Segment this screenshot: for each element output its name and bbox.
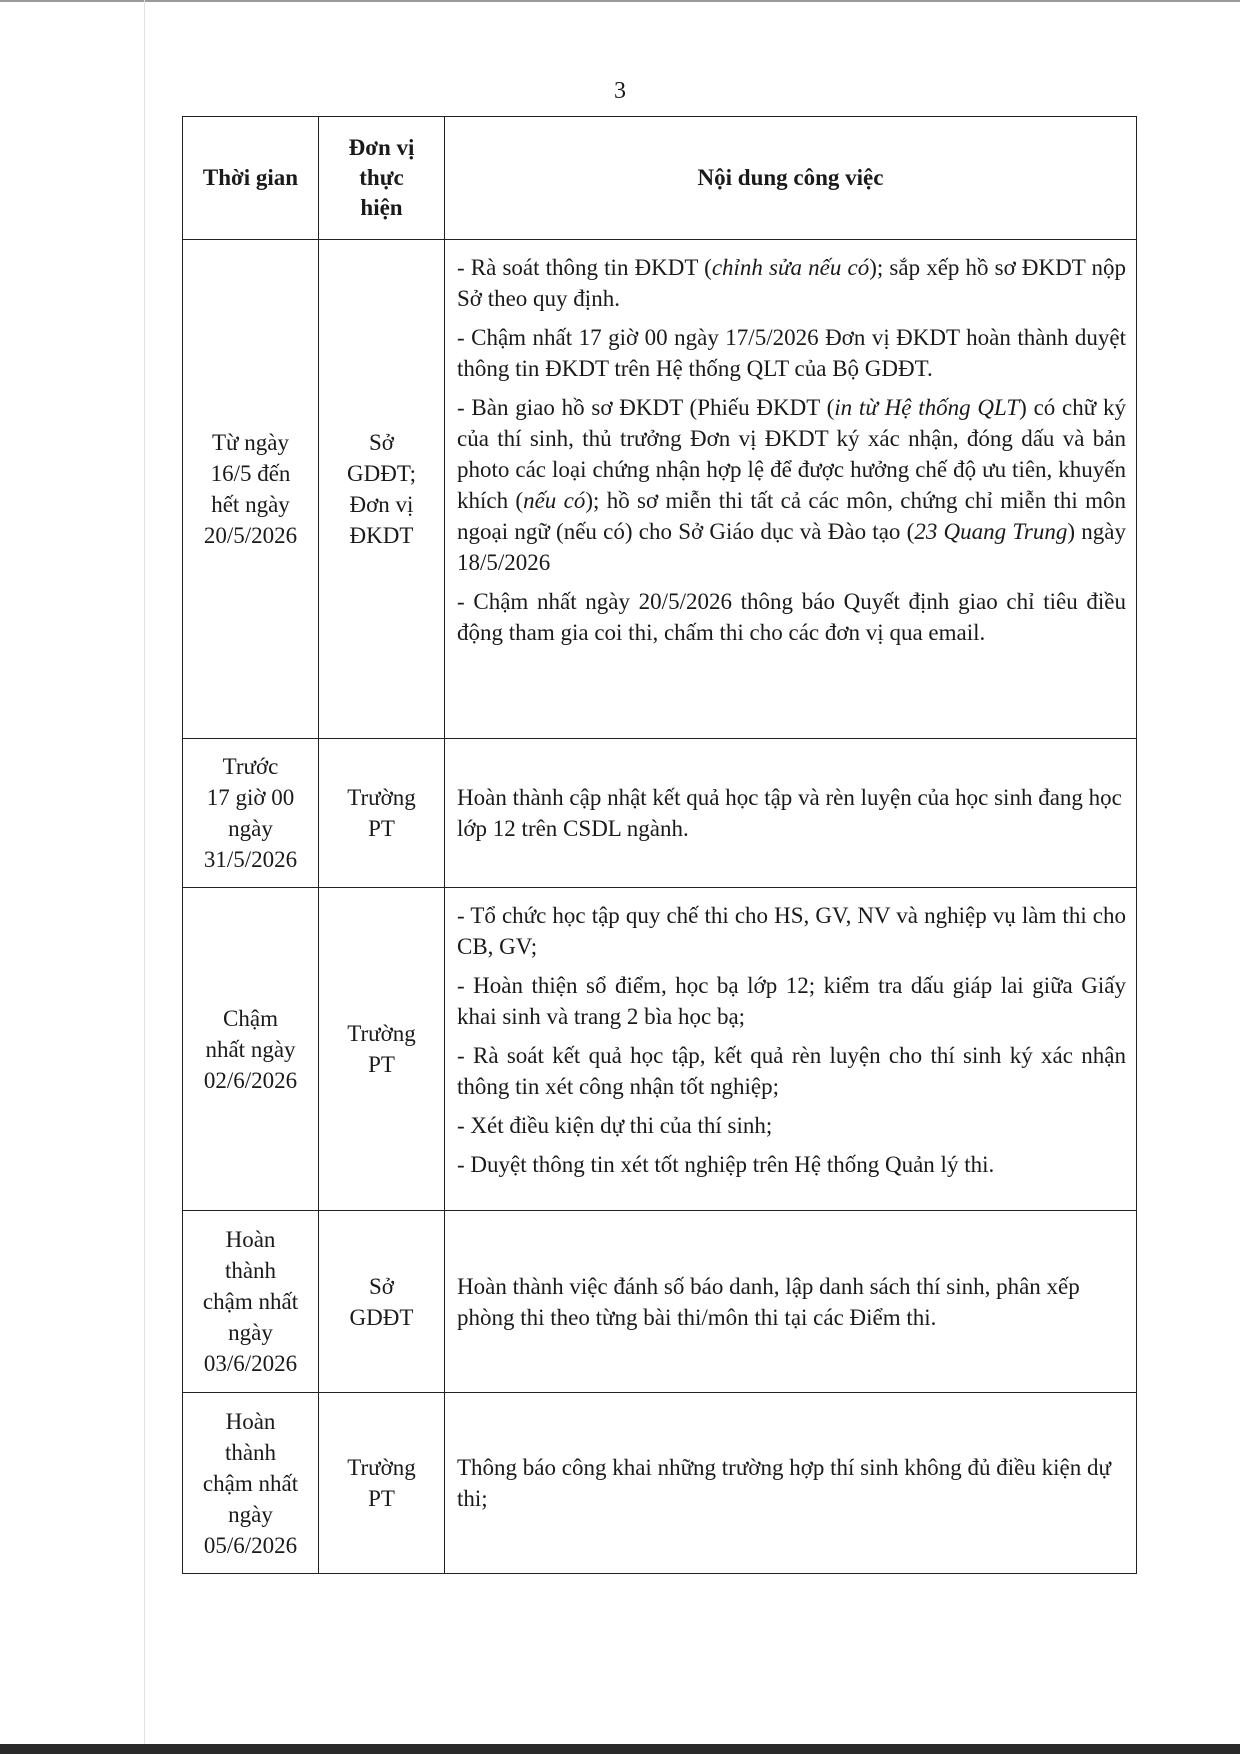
content-cell xyxy=(445,739,1137,888)
unit-cell: Trường PT xyxy=(319,1393,445,1574)
time-cell: Hoàn thành chậm nhất ngày 05/6/2026 xyxy=(183,1393,319,1574)
content-cell xyxy=(445,240,1137,739)
table-row xyxy=(183,739,1137,888)
scan-left-edge xyxy=(144,0,145,1754)
table-row xyxy=(183,1211,1137,1393)
content-line: - Chậm nhất 17 giờ 00 ngày 17/5/2026 Đơn vị ĐKDT hoàn thành duyệt thông tin ĐKDT trên Hệ thống QLT của Bộ GDĐT. xyxy=(457,325,1126,381)
header-row xyxy=(183,117,1137,240)
content-line: - Rà soát kết quả học tập, kết quả rèn luyện cho thí sinh ký xác nhận thông tin xét công nhận tốt nghiệp; xyxy=(457,1043,1126,1099)
time-cell: Từ ngày 16/5 đến hết ngày 20/5/2026 xyxy=(183,240,319,739)
schedule-table xyxy=(182,116,1137,1574)
scan-bottom-edge xyxy=(0,1744,1240,1754)
content-line: Hoàn thành cập nhật kết quả học tập và rèn luyện của học sinh đang học lớp 12 trên CSDL ngành. xyxy=(457,785,1122,841)
content-cell xyxy=(445,1211,1137,1393)
content-line: - Bàn giao hồ sơ ĐKDT (Phiếu ĐKDT (in từ Hệ thống QLT) có chữ ký của thí sinh, thủ trưởng Đơn vị ĐKDT ký xác nhận, đóng dấu và bản photo các loại chứng nhận hợp lệ để được hưởng chế độ ưu tiên, khuyến khích (nếu có); hồ sơ miễn thi tất cả các môn, chứng chỉ miễn thi môn ngoại ngữ (nếu có) cho Sở Giáo dục và Đào tạo (23 Quang Trung) ngày 18/5/2026 xyxy=(457,395,1127,575)
header-unit: Đơn vị thực hiện xyxy=(319,117,445,240)
content-line: - Xét điều kiện dự thi của thí sinh; xyxy=(457,1113,773,1138)
header-content: Nội dung công việc xyxy=(445,117,1137,240)
unit-cell: Trường PT xyxy=(319,739,445,888)
content-line: Thông báo công khai những trường hợp thí sinh không đủ điều kiện dự thi; xyxy=(457,1455,1111,1511)
content-line: - Tổ chức học tập quy chế thi cho HS, GV, NV và nghiệp vụ làm thi cho CB, GV; xyxy=(457,903,1126,959)
unit-cell: Trường PT xyxy=(319,888,445,1211)
content-line: - Rà soát thông tin ĐKDT (chỉnh sửa nếu có); sắp xếp hồ sơ ĐKDT nộp Sở theo quy định. xyxy=(457,255,1126,311)
content-line: Hoàn thành việc đánh số báo danh, lập danh sách thí sinh, phân xếp phòng thi theo từng bài thi/môn thi tại các Điểm thi. xyxy=(457,1273,1080,1330)
time-cell: Hoàn thành chậm nhất ngày 03/6/2026 xyxy=(183,1211,319,1393)
unit-cell: Sở GDĐT; Đơn vị ĐKDT xyxy=(319,240,445,739)
content-cell xyxy=(445,1393,1137,1574)
scan-top-edge xyxy=(0,0,1240,2)
content-line: - Duyệt thông tin xét tốt nghiệp trên Hệ thống Quản lý thi. xyxy=(457,1152,995,1177)
table-row xyxy=(183,1393,1137,1574)
page-number: 3 xyxy=(614,78,626,104)
content-cell xyxy=(445,888,1137,1211)
table-row xyxy=(183,240,1137,739)
content-line: - Hoàn thiện sổ điểm, học bạ lớp 12; kiểm tra dấu giáp lai giữa Giấy khai sinh và trang 2 bìa học bạ; xyxy=(457,973,1126,1029)
time-cell: Chậm nhất ngày 02/6/2026 xyxy=(183,888,319,1211)
time-cell: Trước 17 giờ 00 ngày 31/5/2026 xyxy=(183,739,319,888)
header-time: Thời gian xyxy=(183,117,319,240)
content-line: - Chậm nhất ngày 20/5/2026 thông báo Quyết định giao chỉ tiêu điều động tham gia coi thi, chấm thi cho các đơn vị qua email. xyxy=(457,589,1126,645)
table-row xyxy=(183,888,1137,1211)
unit-cell: Sở GDĐT xyxy=(319,1211,445,1393)
